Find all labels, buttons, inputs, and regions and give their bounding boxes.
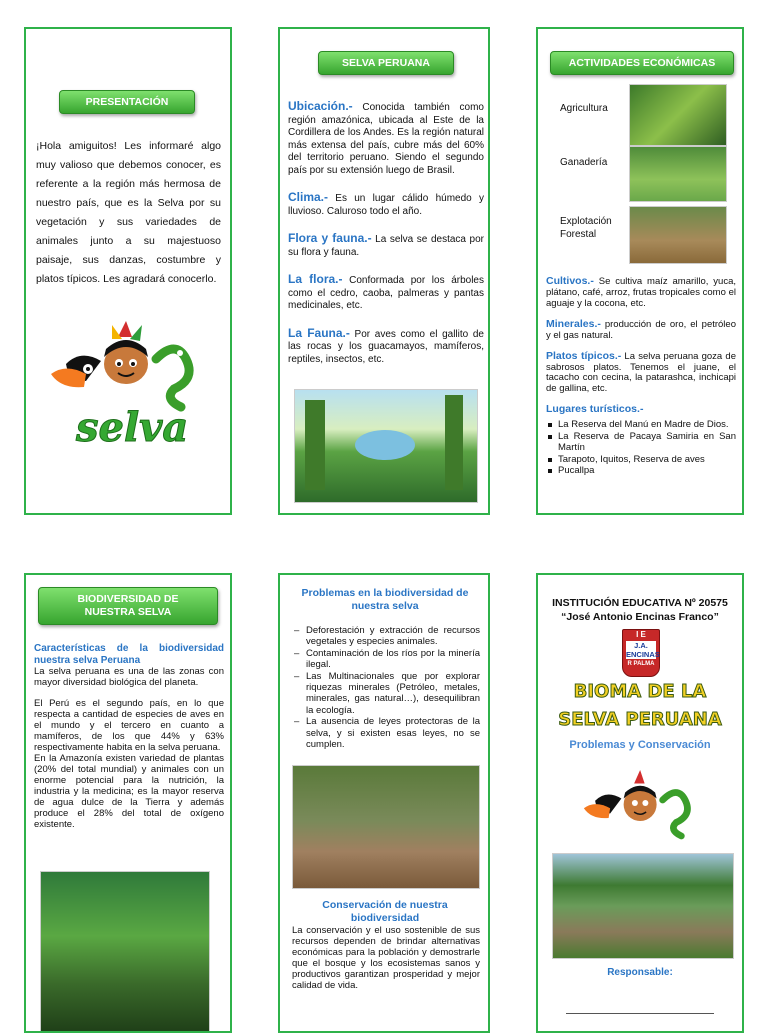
list-item: – Contaminación de los ríos por la minería ilegal. xyxy=(306,648,480,671)
selva-peruana-heading: SELVA PERUANA xyxy=(318,51,454,75)
presentacion-heading: PRESENTACIÓN xyxy=(59,90,195,114)
cover-title-line1: BIOMA DE LA xyxy=(573,681,707,702)
list-item: Pucallpa xyxy=(558,465,736,476)
minerales-title: Minerales.- xyxy=(546,317,601,330)
flora-fauna-paragraph xyxy=(288,231,484,259)
flora-paragraph xyxy=(288,272,484,313)
school-name: “José Antonio Encinas Franco” xyxy=(561,611,719,623)
selva-mascot-logo xyxy=(46,319,211,449)
minerales-paragraph xyxy=(546,318,736,342)
ubicacion-text: Conocida también como región amazónica, ubicada al Este de la Cordillera de los Andes. Es la región natural más extensa del país, cubre más del 60% del territorio peruano. Siendo el segundo país por su extensión luego de Brasil. xyxy=(288,102,484,176)
list-item: La Reserva de Pacaya Samiria en San Martín xyxy=(558,430,736,454)
panel-problemas xyxy=(278,573,490,1033)
platos-title: Platos típicos.- xyxy=(546,349,622,362)
biodiversidad-subtitle: Características de la biodiversidad nuestra selva Peruana xyxy=(34,643,224,666)
list-item: Tarapoto, Iquitos, Reserva de aves xyxy=(558,454,736,465)
conservacion-title: Conservación de nuestra biodiversidad xyxy=(322,899,448,924)
panel-selva-peruana xyxy=(278,27,490,515)
platos-paragraph xyxy=(546,350,736,396)
activity-forestal: Explotación Forestal xyxy=(560,216,612,240)
list-item: – Deforestación y extracción de recursos vegetales y especies animales. xyxy=(306,625,480,648)
flora-fauna-text: La selva se destaca por su flora y fauna. xyxy=(288,234,484,258)
conservacion-text: La conservación y el uso sostenible de sus recursos dependen de brindar alternativas económicas para la población y demostrarle que el bosque y los ecosistemas sanos y productivos garantizan prosperidad y mejor calidad de vida. xyxy=(292,925,480,992)
actividades-text xyxy=(546,275,736,476)
flora-title: La flora.- xyxy=(288,272,343,286)
problemas-list xyxy=(292,625,480,750)
crest-mid: J.A. ENCINAS xyxy=(626,641,660,659)
fauna-text: Por aves como el gallito de las rocas y los guacamayos, mamíferos, reptiles, insectos, etc. xyxy=(288,328,484,365)
problemas-list-wrap xyxy=(292,625,480,750)
agricultura-photo xyxy=(629,84,727,146)
flora-fauna-title: Flora y fauna.- xyxy=(288,231,372,245)
fauna-paragraph xyxy=(288,326,484,367)
forestal-photo xyxy=(629,206,727,264)
cultivos-paragraph xyxy=(546,275,736,310)
cover-title-line2: SELVA PERUANA xyxy=(558,709,722,730)
ubicacion-title: Ubicación.- xyxy=(288,99,353,113)
biodiversidad-text xyxy=(34,643,224,830)
panel-presentacion xyxy=(24,27,232,515)
panel-portada xyxy=(536,573,744,1033)
ganaderia-photo xyxy=(629,146,727,202)
ubicacion-paragraph xyxy=(288,99,484,177)
biodiversidad-para2: El Perú es el segundo país, en lo que respecta a cantidad de especies de aves en el mundo y el tercero en cuanto a mamíferos, de los que 44% y 63% respectivamente habita en la selva peruana. xyxy=(34,698,224,754)
selva-logo-word: selva xyxy=(76,404,189,449)
panel-actividades xyxy=(536,27,744,515)
biodiversidad-heading: BIODIVERSIDAD DE NUESTRA SELVA xyxy=(38,587,218,625)
selva-peruana-text xyxy=(288,99,484,366)
platos-text: La selva peruana goza de sabrosos platos. Tenemos el juane, el tacacho con cecina, la patarashca, inchicapi de gallina, etc. xyxy=(546,350,736,395)
flora-text: Conformada por los árboles como el cedro, caoba, palmeras y pantas medicinales, etc. xyxy=(288,275,484,311)
panel-biodiversidad xyxy=(24,573,232,1033)
clima-text: Es un lugar cálido húmedo y lluvioso. Caluroso todo el año. xyxy=(288,193,484,217)
school-crest xyxy=(622,629,660,677)
activity-ganaderia: Ganadería xyxy=(560,157,608,168)
amazon-animals-collage xyxy=(40,871,210,1033)
cover-mascot-logo xyxy=(580,767,704,845)
crest-bottom: R PALMA xyxy=(627,661,655,667)
cultivos-text: Se cultiva maíz amarillo, yuca, plátano, café, arroz, frutas tropicales como el aguaje y la cocona, etc. xyxy=(546,276,736,309)
jungle-animals-illustration xyxy=(294,389,478,503)
responsible-label: Responsable: xyxy=(607,967,673,978)
presentacion-body: ¡Hola amiguitos! Les informaré algo muy valioso que debemos conocer, es referente a la región más hermosa de nuestro país, que es la Selva por su vegetación y sus variedades de animales junto a su majestuoso paisaje, sus danzas, costumbre y platos típicos. Les agradará conocerlo. xyxy=(36,140,221,285)
crest-top: I E xyxy=(636,630,646,639)
river-village-photo xyxy=(552,853,734,959)
deforestation-photo xyxy=(292,765,480,889)
list-item: La Reserva del Manú en Madre de Dios. xyxy=(558,419,736,430)
clima-paragraph xyxy=(288,190,484,218)
institution-name: INSTITUCIÓN EDUCATIVA Nº 20575 xyxy=(552,597,728,609)
lugares-list xyxy=(546,419,736,476)
problemas-heading: Problemas en la biodiversidad de nuestra selva xyxy=(301,587,469,613)
cultivos-title: Cultivos.- xyxy=(546,275,594,287)
list-item: – La ausencia de leyes protectoras de la selva, y si existen esas leyes, no se cumplen. xyxy=(306,716,480,750)
activity-agricultura: Agricultura xyxy=(560,103,608,114)
cover-subtitle: Problemas y Conservación xyxy=(569,739,711,751)
lugares-title: Lugares turísticos.- xyxy=(546,403,644,416)
minerales-text: producción de oro, el petróleo y el gas natural. xyxy=(546,318,736,341)
biodiversidad-para3: En la Amazonía existen variedad de plantas (20% del total mundial) y animales con un enorme potencial para la nutrición, la industria y la medicina; es la mayor reserva de agua dulce de la Tierra y además produce el 28% del total de oxígeno existente. xyxy=(34,753,224,831)
list-item: – Las Multinacionales que por explorar riquezas minerales (Petróleo, metales, minerales, gas natural…), desequilibran la ecología. xyxy=(306,671,480,717)
actividades-heading: ACTIVIDADES ECONÓMICAS xyxy=(550,51,734,75)
biodiversidad-para1: La selva peruana es una de las zonas con mayor diversidad biológica del planeta. xyxy=(34,666,224,689)
fauna-title: La Fauna.- xyxy=(288,325,350,340)
clima-title: Clima.- xyxy=(288,190,329,204)
responsible-signature-line xyxy=(566,1013,714,1014)
